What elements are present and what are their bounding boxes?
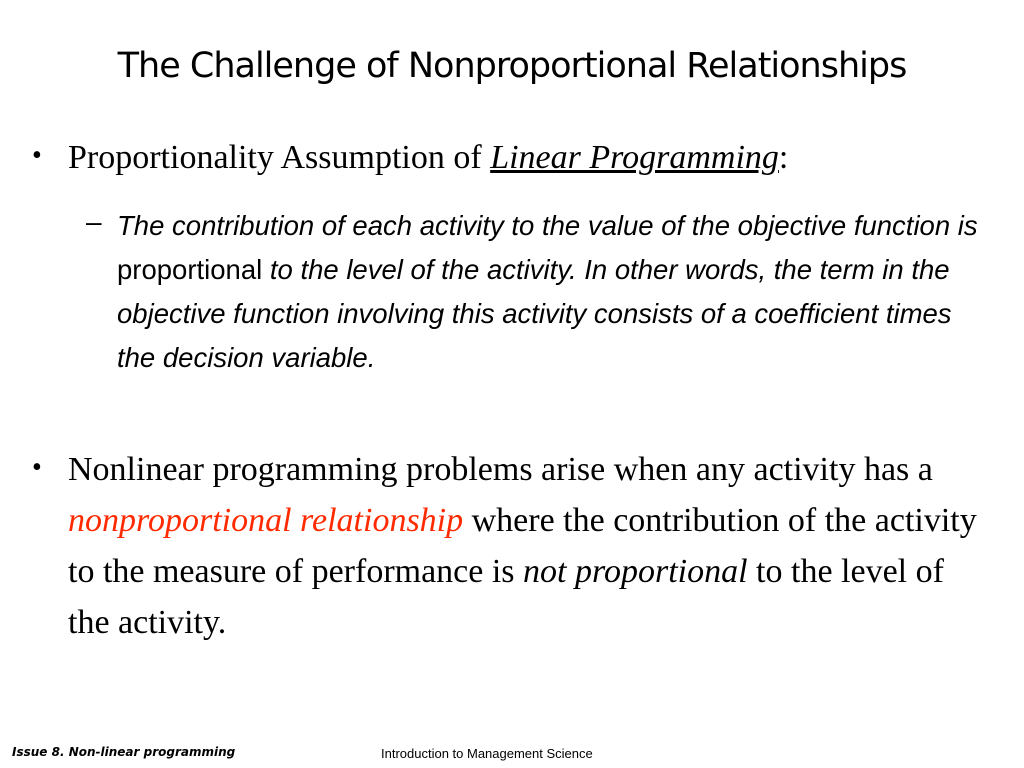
footer-course-title: Introduction to Management Science bbox=[381, 746, 593, 761]
sub1-part1: The contribution of each activity to the value of the objective function is bbox=[117, 210, 978, 241]
bullet-proportionality-assumption bbox=[68, 136, 1018, 180]
footer-issue-label: Issue 8. Non-linear programming bbox=[12, 745, 236, 759]
bullet-marker-1: • bbox=[32, 140, 42, 171]
sub1-part2: proportional bbox=[117, 254, 270, 285]
bullet-nonlinear-programming bbox=[68, 444, 988, 648]
bullet-marker-2: • bbox=[32, 452, 42, 483]
sub-bullet-definition bbox=[117, 204, 997, 380]
bullet2-part3: to the level of the activity. bbox=[68, 553, 944, 641]
bullet1-suffix: : bbox=[778, 139, 789, 176]
bullet2-part1: Nonlinear programming problems arise when any activity has a bbox=[68, 451, 933, 488]
sub-bullet-dash: – bbox=[86, 206, 102, 237]
bullet2-part2: where the contribution of the activity to the measure of performance is bbox=[68, 502, 977, 590]
sub1-part3: to the level of the activity. In other words, the term in the objective function involving this activity consists of a coefficient times the decision variable. bbox=[117, 254, 952, 373]
bullet2-emphasis: not proportional bbox=[523, 553, 748, 590]
bullet1-prefix: Proportionality Assumption of bbox=[68, 139, 491, 176]
slide-title: The Challenge of Nonproportional Relationships bbox=[117, 46, 907, 86]
bullet2-red-emphasis: nonproportional relationship bbox=[68, 502, 464, 539]
bullet1-emphasis: Linear Programming bbox=[490, 139, 779, 176]
